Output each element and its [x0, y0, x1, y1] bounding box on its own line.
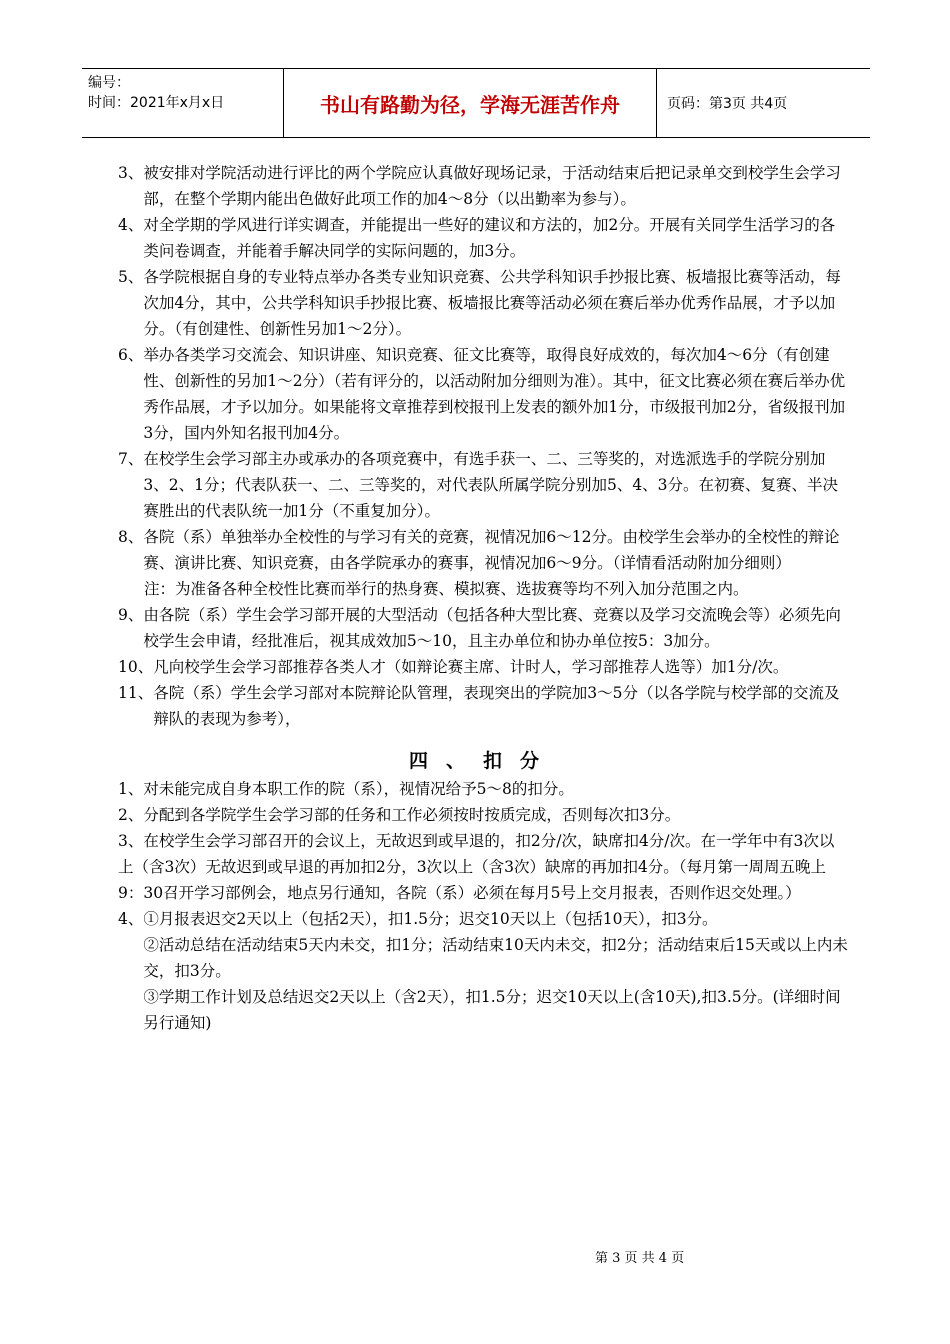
note-text: 为准备各种全校性比赛而举行的热身赛、模拟赛、选拔赛等均不列入加分范围之内。 [175, 580, 749, 598]
item-text: 被安排对学院活动进行评比的两个学院应认真做好现场记录，于活动结束后把记录单交到校学生会学习部，在整个学期内能出色做好此项工作的加4～8分（以出勤率为参与）。 [143, 164, 841, 208]
note-label: 注： [144, 580, 176, 598]
item-number: 9、 [118, 606, 144, 624]
item-text: 对未能完成自身本职工作的院（系），视情况给予5～8的扣分。 [143, 780, 574, 798]
list-item [118, 602, 848, 654]
header-motto: 书山有路勤为径，学海无涯苦作舟 [284, 69, 657, 137]
list-item [118, 342, 848, 446]
item-text: 由各院（系）学生会学习部开展的大型活动（包括各种大型比赛、竞赛以及学习交流晚会等）必须先向校学生会申请，经批准后，视其成效加5～10，且主办单位和协办单位按5：3加分。 [143, 606, 841, 650]
deduction-paragraph-3: 3、在校学生会学习部召开的会议上，无故迟到或早退的，扣2分/次，缺席扣4分/次。在一学年中有3次以上（含3次）无故迟到或早退的再加扣2分，3次以上（含3次）缺席的再加扣4分。（每月第一周周五晚上9：30召开学习部例会，地点另行通知，各院（系）必须在每月5号上交月报表，否则作迟交处理。） [118, 832, 835, 902]
item-number: 4、 [118, 216, 144, 234]
item-list-top [118, 160, 848, 576]
item-text: 对全学期的学风进行详实调查，并能提出一些好的建议和方法的，加2分。开展有关同学生活学习的各类问卷调查，并能着手解决同学的实际问题的，加3分。 [143, 216, 836, 260]
item-text: 各院（系）单独举办全校性的与学习有关的竞赛，视情况加6～12分。由校学生会举办的全校性的辩论赛、演讲比赛、知识竞赛，由各学院承办的赛事，视情况加6～9分。（详情看活动附加分细则） [143, 528, 840, 572]
item-text: 在校学生会学习部主办或承办的各项竞赛中，有选手获一、二、三等奖的，对选派选手的学院分别加3、2、1分；代表队获一、二、三等奖的，对代表队所属学院分别加5、4、3分。在初赛、复赛、半决赛胜出的代表队统一加1分（不重复加分）。 [143, 450, 839, 520]
list-item [118, 212, 848, 264]
deduction-sub-list [143, 906, 848, 1036]
item-number: 4、 [118, 910, 144, 928]
list-item [118, 264, 848, 342]
item-list-mid [118, 602, 848, 732]
list-item [118, 906, 848, 1036]
item-number: 1、 [118, 780, 144, 798]
item-text: 各院（系）学生会学习部对本院辩论队管理，表现突出的学院加3～5分（以各学院与校学部的交流及辩队的表现为参考）， [153, 684, 840, 728]
item-text: 凡向校学生会学习部推荐各类人才（如辩论赛主席、计时人，学习部推荐人选等）加1分/次。 [153, 658, 789, 676]
item-number: 8、 [118, 528, 144, 546]
list-item [118, 654, 848, 680]
sub-item: ①月报表迟交2天以上（包括2天），扣1.5分；迟交10天以上（包括10天），扣3分。 [143, 910, 718, 928]
section-title: 四、扣分 [408, 750, 557, 772]
list-item [118, 160, 848, 212]
note [118, 576, 848, 602]
item-number: 2、 [118, 806, 144, 824]
list-item [118, 776, 848, 802]
item-text: 举办各类学习交流会、知识讲座、知识竞赛、征文比赛等，取得良好成效的，每次加4～6分（有创建性、创新性的另加1～2分）（若有评分的，以活动附加分细则为准）。其中，征文比赛必须在赛后举办优秀作品展，才予以加分。如果能将文章推荐到校报刊上发表的额外加1分，市级报刊加2分，省级报刊加3分，国内外知名报刊加4分。 [143, 346, 846, 442]
item-number: 7、 [118, 450, 144, 468]
deduction-list [118, 776, 848, 1036]
item-number: 11、 [118, 684, 154, 702]
list-item [118, 802, 848, 828]
sub-item: ②活动总结在活动结束5天内未交，扣1分；活动结束10天内未交，扣2分；活动结束后15天或以上内未交，扣3分。 [143, 936, 848, 980]
document-body [118, 160, 848, 1036]
document-number-label: 编号： [88, 75, 130, 91]
item-number: 10、 [118, 658, 154, 676]
header-meta [82, 69, 284, 137]
list-item [118, 446, 848, 524]
document-time: 时间：2021年x月x日 [88, 95, 225, 111]
item-number: 5、 [118, 268, 144, 286]
item-number: 3、 [118, 164, 144, 182]
sub-item: ③学期工作计划及总结迟交2天以上（含2天），扣1.5分；迟交10天以上(含10天),扣3.5分。(详细时间另行通知) [143, 988, 841, 1032]
page-footer: 第 3 页 共 4 页 [595, 1251, 685, 1266]
header-page-info: 页码：第3页 共4页 [667, 96, 788, 112]
item-text: 分配到各学院学生会学习部的任务和工作必须按时按质完成，否则每次扣3分。 [143, 806, 681, 824]
list-item [118, 524, 848, 576]
list-item [118, 680, 848, 732]
item-text: 各学院根据自身的专业特点举办各类专业知识竞赛、公共学科知识手抄报比赛、板墙报比赛等活动，每次加4分，其中，公共学科知识手抄报比赛、板墙报比赛等活动必须在赛后举办优秀作品展，才予以加分。（有创建性、创新性另加1～2分）。 [143, 268, 841, 338]
page-header [82, 68, 870, 138]
item-number: 6、 [118, 346, 144, 364]
